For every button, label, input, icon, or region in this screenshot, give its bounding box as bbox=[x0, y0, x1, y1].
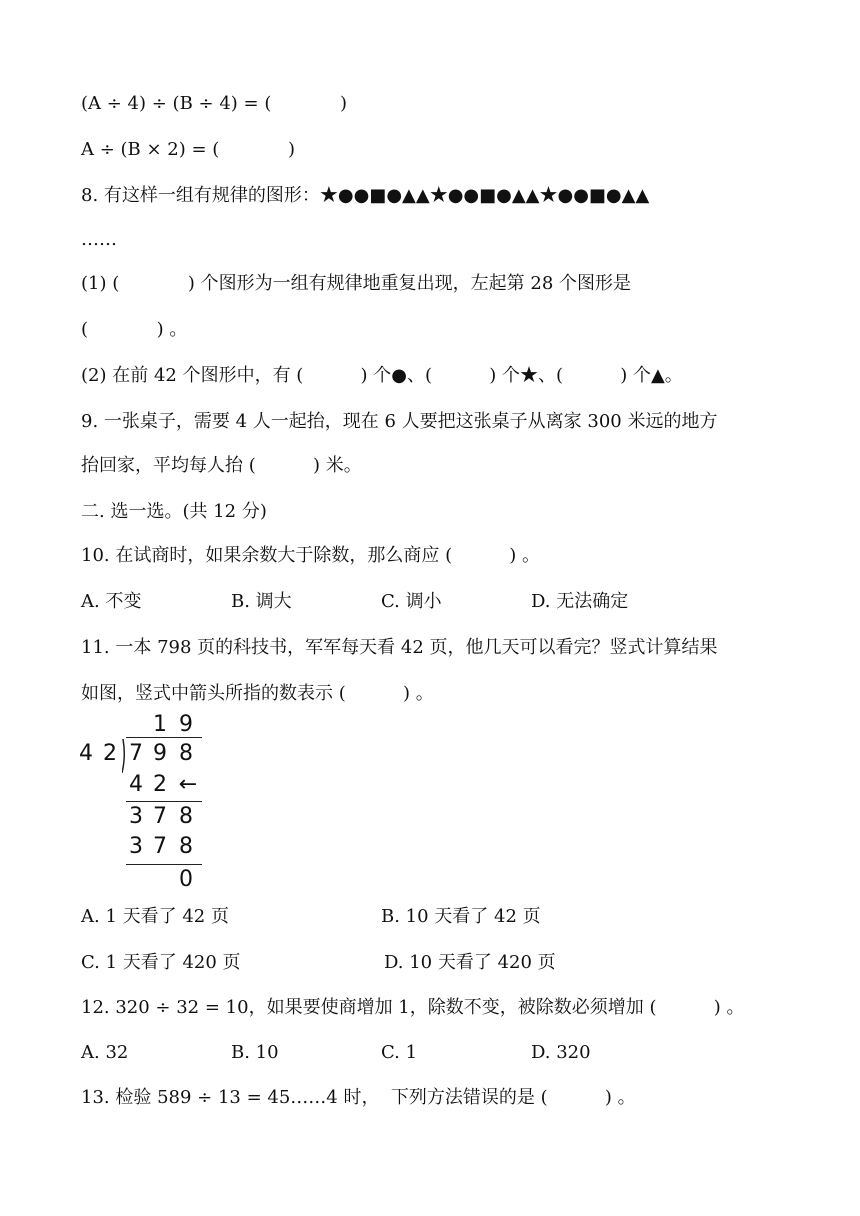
quotient-digit: 9 bbox=[179, 712, 193, 737]
remainder-digit: 8 bbox=[179, 804, 193, 829]
product-digit: 8 bbox=[179, 834, 193, 859]
q11-option-c: C. 1 天看了 420 页 bbox=[81, 952, 241, 973]
question-11-line2: 如图，竖式中箭头所指的数表示 ( ) 。 bbox=[81, 683, 434, 704]
question-11-line1: 11. 一本 798 页的科技书，军军每天看 42 页，他几天可以看完？竖式计算结果 bbox=[81, 637, 718, 658]
question-12: 12. 320 ÷ 32 = 10，如果要使商增加 1，除数不变，被除数必须增加 ( ) 。 bbox=[81, 997, 745, 1018]
product-digit: 4 bbox=[129, 772, 143, 797]
q11-option-a: A. 1 天看了 42 页 bbox=[81, 906, 229, 927]
final-remainder-digit: 0 bbox=[179, 867, 193, 892]
q11-option-d: D. 10 天看了 420 页 bbox=[384, 952, 556, 973]
expression-1: (A ÷ 4) ÷ (B ÷ 4) = ( ) bbox=[81, 93, 348, 114]
section-heading: 二. 选一选。(共 12 分) bbox=[81, 501, 267, 522]
question-8-part2: (2) 在前 42 个图形中，有 ( ) 个●、( ) 个★、( ) 个▲。 bbox=[81, 365, 683, 386]
product-digit: 3 bbox=[129, 834, 143, 859]
q12-option-c: C. 1 bbox=[381, 1042, 418, 1063]
remainder-digit: 3 bbox=[129, 804, 143, 829]
product-digit: 7 bbox=[153, 834, 167, 859]
dividend-digit: 9 bbox=[153, 741, 167, 766]
question-8-part1: (1) ( ) 个图形为一组有规律地重复出现，左起第 28 个图形是 bbox=[81, 273, 631, 294]
dividend-digit: 8 bbox=[179, 741, 193, 766]
expression-2: A ÷ (B × 2) = ( ) bbox=[81, 139, 296, 160]
q12-option-b: B. 10 bbox=[231, 1042, 279, 1063]
question-8-part1-blank: ( ) 。 bbox=[81, 319, 188, 340]
question-8: 8. 有这样一组有规律的图形：★●●■●▲▲★●●■●▲▲★●●■●▲▲ bbox=[81, 185, 650, 206]
q10-option-b: B. 调大 bbox=[231, 591, 292, 612]
divisor-digit: 4 bbox=[79, 741, 93, 766]
quotient-digit: 1 bbox=[153, 712, 167, 737]
dividend-digit: 7 bbox=[129, 741, 143, 766]
question-10: 10. 在试商时，如果余数大于除数，那么商应 ( ) 。 bbox=[81, 545, 541, 566]
question-13: 13. 检验 589 ÷ 13 = 45……4 时， 下列方法错误的是 ( ) 。 bbox=[81, 1087, 636, 1108]
q12-option-d: D. 320 bbox=[531, 1042, 591, 1063]
q10-option-a: A. 不变 bbox=[81, 591, 142, 612]
division-rule bbox=[126, 864, 202, 865]
q12-option-a: A. 32 bbox=[81, 1042, 129, 1063]
q10-option-d: D. 无法确定 bbox=[531, 591, 629, 612]
remainder-digit: 7 bbox=[153, 804, 167, 829]
divisor-digit: 2 bbox=[103, 741, 117, 766]
q11-option-b: B. 10 天看了 42 页 bbox=[381, 906, 541, 927]
product-digit: 2 bbox=[153, 772, 167, 797]
q10-option-c: C. 调小 bbox=[381, 591, 442, 612]
long-division-figure bbox=[78, 712, 218, 896]
arrow-indicator: ← bbox=[178, 772, 198, 797]
question-8-ellipsis: …… bbox=[81, 229, 117, 250]
question-9-line1: 9. 一张桌子，需要 4 人一起抬，现在 6 人要把这张桌子从离家 300 米远的地方 bbox=[81, 411, 718, 432]
question-9-line2: 抬回家，平均每人抬 ( ) 米。 bbox=[81, 455, 362, 476]
division-rule bbox=[126, 801, 202, 802]
division-bracket-top bbox=[126, 737, 202, 738]
